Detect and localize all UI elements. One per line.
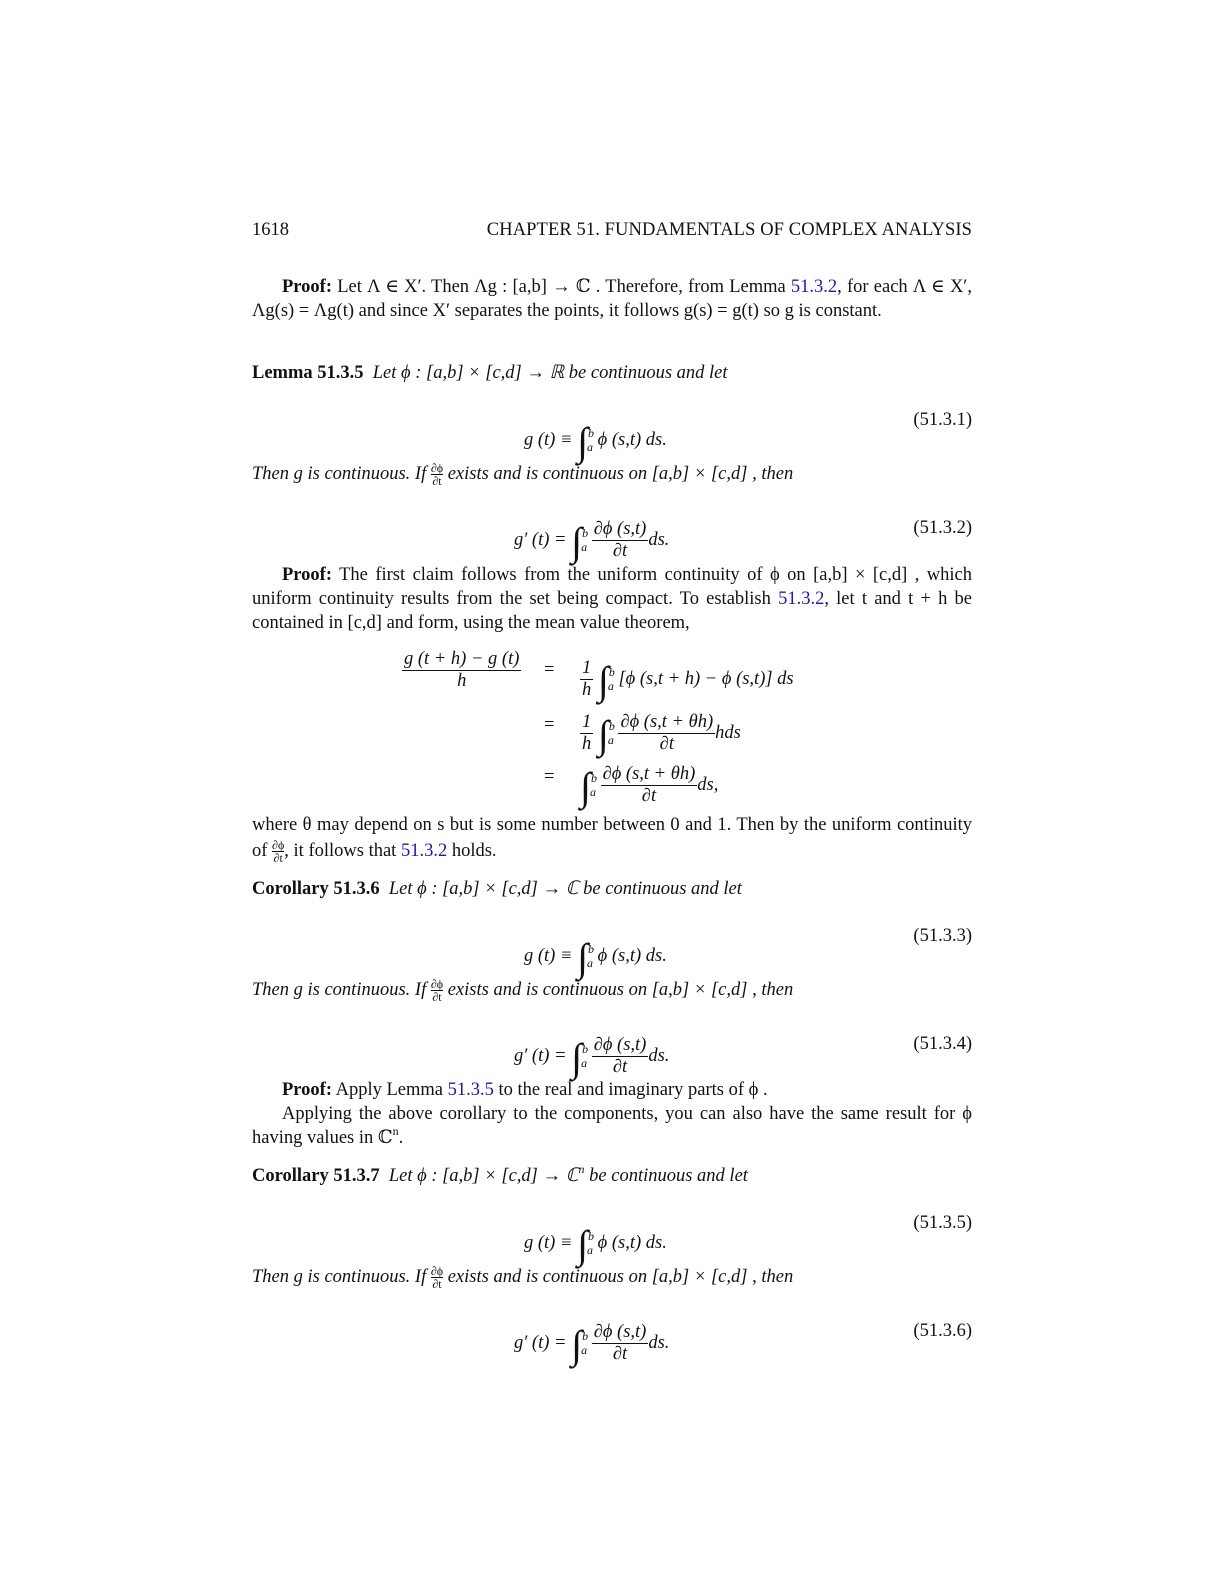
- proof-paragraph-3-cont: Applying the above corollary to the components, you can also have the same result for ϕ having values in ℂ$^n$.: [252, 1104, 972, 1148]
- ref-link-51-3-2[interactable]: 51.3.2: [778, 589, 825, 609]
- lemma-then: Then g is continuous. If $\frac{\partial\phi}{\partial t}$ exists and is continuous on [a,b] × [c,d] , then: [252, 461, 794, 489]
- corollary-51-3-7: Corollary 51.3.7 Let ϕ : [a,b] × [c,d] → ℂ$^n$ be continuous and let: [252, 1162, 748, 1186]
- equation-51-3-4: g′ (t) = ∫$^b_a$ $\frac{\partial\phi (s,t)}{\partial t}$ ds. (51.3.4): [514, 1034, 972, 1080]
- corollary-51-3-6-then: Then g is continuous. If $\frac{\partial\phi}{\partial t}$ exists and is continuous on [a,b] × [c,d] , then: [252, 977, 794, 1005]
- ref-link-51-3-2[interactable]: 51.3.2: [790, 277, 838, 297]
- chapter-title: CHAPTER 51. FUNDAMENTALS OF COMPLEX ANALYSIS: [486, 220, 972, 240]
- mvt-equation-array: $\frac{g (t + h) - g (t)}{h}$ = $\frac{1}{h}$ ∫$^b_a$ [ϕ (s,t + h) − ϕ (s,t)] ds = $\frac{1}{h}$ ∫$^b_a$ $\frac{\partial\phi (s,t + \theta h)}{\partial t}$ hds = ∫$^b_a$ $\frac{\partial\phi (s,t + \theta h)}{\partial t}$ ds,: [404, 649, 794, 809]
- proof-paragraph-3: Proof: Apply Lemma 51.3.5 to the real and imaginary parts of ϕ .: [282, 1080, 768, 1100]
- proof-paragraph-1: Proof: Let Λ ∈ X′. Then Λg : [a,b] → ℂ . Therefore, from Lemma 51.3.2, for each Λ ∈ X′, Λg(s) = Λg(t) and since X′ separates the points, it follows g(s) = g(t) so g is constant.: [252, 277, 972, 321]
- partial-fraction: $\frac{\partial\phi}{\partial t}$: [430, 461, 444, 489]
- ref-link-51-3-5[interactable]: 51.3.5: [447, 1080, 494, 1100]
- equation-51-3-6: g′ (t) = ∫$^b_a$ $\frac{\partial\phi (s,t)}{\partial t}$ ds. (51.3.6): [514, 1321, 972, 1367]
- equation-51-3-2: g′ (t) = ∫$^b_a$ $\frac{\partial\phi (s,t)}{\partial t}$ ds. (51.3.2): [514, 518, 972, 564]
- corollary-51-3-7-then: Then g is continuous. If $\frac{\partial\phi}{\partial t}$ exists and is continuous on [a,b] × [c,d] , then: [252, 1264, 794, 1292]
- ref-link-51-3-2[interactable]: 51.3.2: [400, 841, 448, 861]
- equation-51-3-1: g (t) ≡ ∫$^b_a$ ϕ (s,t) ds. (51.3.1): [524, 410, 972, 464]
- proof-paragraph-2: Proof: The first claim follows from the uniform continuity of ϕ on [a,b] × [c,d] , which uniform continuity results from the set being compact. To establish 51.3.2, let t and t + h be contained in [c,d] and form, using the mean value theorem,: [252, 565, 972, 633]
- corollary-51-3-6: Corollary 51.3.6 Let ϕ : [a,b] × [c,d] → ℂ be continuous and let: [252, 879, 742, 899]
- equation-51-3-5: g (t) ≡ ∫$^b_a$ ϕ (s,t) ds. (51.3.5): [524, 1213, 972, 1267]
- proof-paragraph-2-end: where θ may depend on s but is some number between 0 and 1. Then by the uniform continuity of $\frac{\partial\phi}{\partial t}$, it follows that 51.3.2 holds.: [252, 815, 972, 866]
- page-number: 1618: [252, 220, 289, 240]
- page-header: [252, 220, 972, 246]
- equation-51-3-3: g (t) ≡ ∫$^b_a$ ϕ (s,t) ds. (51.3.3): [524, 926, 972, 980]
- lemma-statement: Lemma 51.3.5 Let ϕ : [a,b] × [c,d] → ℝ be continuous and let: [252, 363, 728, 383]
